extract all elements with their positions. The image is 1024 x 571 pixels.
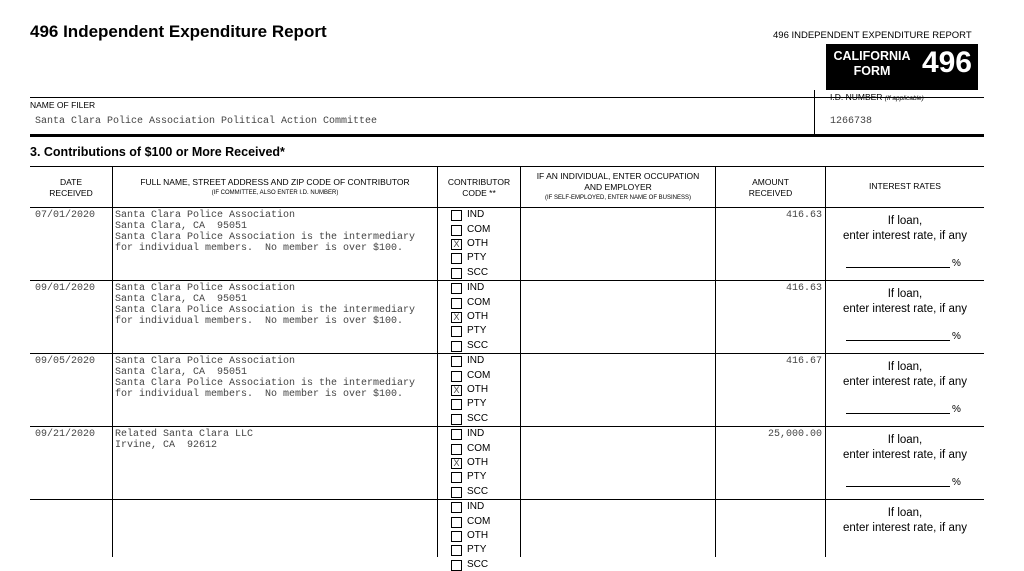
code-checkbox-pty[interactable] [451, 399, 462, 410]
code-checkbox-com[interactable] [451, 371, 462, 382]
form-number: 496 [921, 46, 972, 79]
code-checkbox-pty[interactable] [451, 326, 462, 337]
code-checkbox-ind[interactable] [451, 283, 462, 294]
code-checkbox-scc[interactable] [451, 341, 462, 352]
code-label-oth: OTH [467, 530, 489, 541]
interest-rate-prompt: If loan, enter interest rate, if any [842, 507, 967, 534]
form-title-right: 496 INDEPENDENT EXPENDITURE REPORT [773, 30, 972, 41]
date-received: 09/05/2020 [35, 356, 96, 367]
code-label-pty: PTY [467, 398, 487, 409]
code-checkbox-com[interactable] [451, 444, 462, 455]
percent-sign: % [952, 477, 961, 488]
code-label-pty: PTY [467, 544, 487, 555]
contributor-details: Santa Clara Police Association Santa Clara, CA 95051 Santa Clara Police Association is the intermediary for individual members. No member is over $100. [115, 283, 416, 327]
code-label-pty: PTY [467, 252, 487, 263]
form-number-box [826, 44, 978, 90]
row-divider [30, 353, 984, 354]
code-label-com: COM [467, 224, 491, 235]
code-checkbox-scc[interactable] [451, 560, 462, 571]
code-label-pty: PTY [467, 325, 487, 336]
code-checkbox-ind[interactable] [451, 429, 462, 440]
contributor-details: Santa Clara Police Association Santa Clara, CA 95051 Santa Clara Police Association is the intermediary for individual members. No member is over $100. [115, 210, 416, 254]
code-checkbox-ind[interactable] [451, 356, 462, 367]
code-label-scc: SCC [467, 559, 489, 570]
col-header-interest: INTEREST RATES [869, 181, 941, 191]
code-label-oth: OTH [467, 238, 489, 249]
code-checkbox-pty[interactable] [451, 472, 462, 483]
page-title: 496 Independent Expenditure Report [30, 22, 327, 41]
date-received: 09/21/2020 [35, 429, 96, 440]
code-label-ind: IND [467, 209, 485, 220]
percent-sign: % [952, 331, 961, 342]
code-label-com: COM [467, 443, 491, 454]
code-checkbox-oth[interactable]: X [451, 458, 462, 469]
code-label-ind: IND [467, 428, 485, 439]
code-checkbox-com[interactable] [451, 298, 462, 309]
code-checkbox-com[interactable] [451, 225, 462, 236]
contributor-details: Santa Clara Police Association Santa Clara, CA 95051 Santa Clara Police Association is the intermediary for individual members. No member is over $100. [115, 356, 416, 400]
interest-rate-field[interactable] [846, 486, 950, 487]
code-label-oth: OTH [467, 311, 489, 322]
row-divider [30, 280, 984, 281]
interest-rate-field[interactable] [846, 413, 950, 414]
code-checkbox-oth[interactable]: X [451, 239, 462, 250]
code-label-scc: SCC [467, 413, 489, 424]
interest-rate-field[interactable] [846, 267, 950, 268]
id-number-label: I.D. NUMBER (If applicable) [830, 92, 924, 102]
code-checkbox-scc[interactable] [451, 268, 462, 279]
id-number-value: 1266738 [830, 116, 873, 127]
contributor-details: Related Santa Clara LLC Irvine, CA 92612 [115, 429, 254, 451]
interest-rate-field[interactable] [846, 340, 950, 341]
amount-received: 416.67 [785, 356, 822, 367]
code-label-ind: IND [467, 282, 485, 293]
code-label-com: COM [467, 370, 491, 381]
row-divider [30, 426, 984, 427]
code-checkbox-ind[interactable] [451, 210, 462, 221]
form-label: CALIFORNIA FORM [833, 49, 911, 78]
code-label-com: COM [467, 516, 491, 527]
divider [814, 90, 815, 135]
header-bottom-border [30, 207, 984, 208]
table-top-border [30, 166, 984, 167]
col-header-occupation: IF AN INDIVIDUAL, ENTER OCCUPATION AND EMPLOYER (IF SELF-EMPLOYED, ENTER NAME OF BUSINESS) [536, 171, 700, 201]
section-divider [30, 134, 984, 137]
amount-received: 416.63 [785, 283, 822, 294]
row-divider [30, 499, 984, 500]
code-label-pty: PTY [467, 471, 487, 482]
amount-received: 25,000.00 [767, 429, 822, 440]
code-checkbox-scc[interactable] [451, 487, 462, 498]
date-received: 09/01/2020 [35, 283, 96, 294]
col-header-amount: AMOUNT RECEIVED [748, 177, 793, 198]
code-label-ind: IND [467, 501, 485, 512]
date-received: 07/01/2020 [35, 210, 96, 221]
code-label-scc: SCC [467, 340, 489, 351]
percent-sign: % [952, 404, 961, 415]
filer-name-label: NAME OF FILER [30, 100, 96, 110]
code-checkbox-oth[interactable]: X [451, 385, 462, 396]
code-label-com: COM [467, 297, 491, 308]
code-label-oth: OTH [467, 384, 489, 395]
section-title: 3. Contributions of $100 or More Received* [30, 145, 285, 159]
interest-rate-prompt: If loan, enter interest rate, if any [842, 434, 967, 461]
code-label-scc: SCC [467, 486, 489, 497]
interest-rate-prompt: If loan, enter interest rate, if any [842, 361, 967, 388]
col-header-contributor: FULL NAME, STREET ADDRESS AND ZIP CODE OF CONTRIBUTOR (IF COMMITTEE, ALSO ENTER I.D. NUMBER) [140, 177, 410, 196]
col-header-date: DATE RECEIVED [49, 177, 93, 198]
code-checkbox-pty[interactable] [451, 545, 462, 556]
code-checkbox-com[interactable] [451, 517, 462, 528]
code-checkbox-oth[interactable]: X [451, 312, 462, 323]
code-label-ind: IND [467, 355, 485, 366]
code-label-scc: SCC [467, 267, 489, 278]
interest-rate-prompt: If loan, enter interest rate, if any [842, 288, 967, 315]
code-checkbox-pty[interactable] [451, 253, 462, 264]
code-label-oth: OTH [467, 457, 489, 468]
filer-name-value: Santa Clara Police Association Political Action Committee [35, 116, 378, 127]
percent-sign: % [952, 258, 961, 269]
code-checkbox-ind[interactable] [451, 502, 462, 513]
amount-received: 416.63 [785, 210, 822, 221]
code-checkbox-oth[interactable] [451, 531, 462, 542]
col-header-code: CONTRIBUTOR CODE ** [447, 177, 511, 198]
interest-rate-prompt: If loan, enter interest rate, if any [842, 215, 967, 242]
code-checkbox-scc[interactable] [451, 414, 462, 425]
